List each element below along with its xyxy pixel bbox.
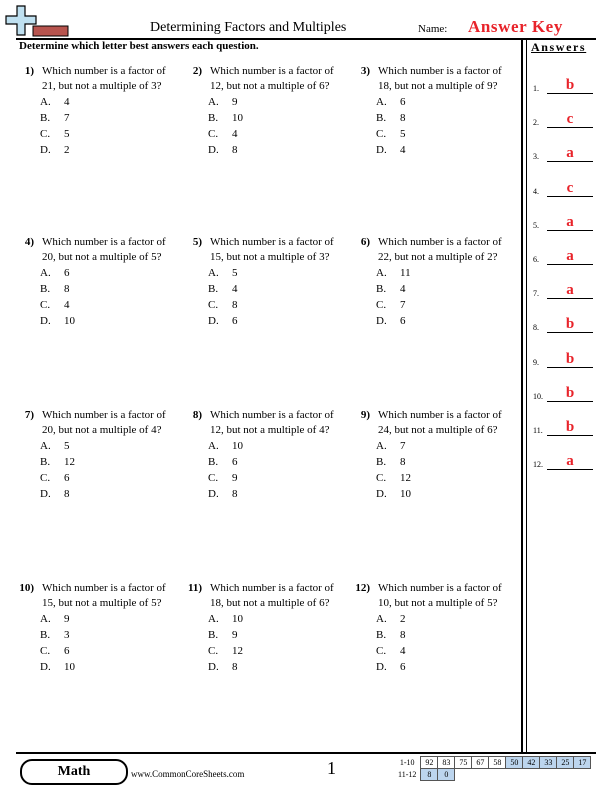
option-letter: D. xyxy=(376,144,387,156)
score-table xyxy=(396,756,591,781)
option-letter: B. xyxy=(208,629,219,641)
score-cell: 67 xyxy=(472,757,489,769)
answer-value: a xyxy=(566,248,574,264)
question-block xyxy=(186,235,348,335)
option-value: 6 xyxy=(400,315,406,327)
option-value: 2 xyxy=(64,144,70,156)
answer-option xyxy=(208,282,238,297)
option-value: 11 xyxy=(400,267,411,279)
option-letter: A. xyxy=(376,440,387,452)
answer-value: b xyxy=(565,350,575,367)
answer-option xyxy=(376,111,406,126)
option-letter: B. xyxy=(40,283,51,295)
question-number: 9) xyxy=(360,409,370,421)
option-value: 9 xyxy=(232,472,238,484)
question-number: 6) xyxy=(360,236,370,248)
question-text: Which number is a factor of 21, but not a multiple of 3? xyxy=(42,65,166,92)
answer-column-divider-inner xyxy=(526,38,527,752)
score-cell: 92 xyxy=(421,757,438,769)
score-row-label: 11-12 xyxy=(398,770,417,779)
option-letter: B. xyxy=(40,629,51,641)
answer-option xyxy=(376,612,406,627)
answer-blank-line xyxy=(547,93,593,94)
answer-row xyxy=(531,414,595,436)
score-cell: 0 xyxy=(438,769,455,781)
answer-option xyxy=(376,455,406,470)
option-value: 5 xyxy=(64,128,70,140)
answer-option xyxy=(40,111,70,126)
score-cell: 8 xyxy=(421,769,438,781)
option-value: 7 xyxy=(400,299,406,311)
option-letter: C. xyxy=(376,472,387,484)
answer-value: c xyxy=(566,179,574,196)
question-text: Which number is a factor of 10, but not a multiple of 5? xyxy=(378,582,502,609)
answer-option xyxy=(40,612,70,627)
option-value: 5 xyxy=(64,440,70,452)
question-block xyxy=(18,581,180,681)
answer-row xyxy=(531,175,595,197)
answer-option xyxy=(208,266,238,281)
answer-option xyxy=(208,612,243,627)
answer-option xyxy=(40,471,70,486)
option-letter: D. xyxy=(40,144,51,156)
question-block xyxy=(18,408,180,508)
score-cell: 42 xyxy=(523,757,540,769)
option-letter: A. xyxy=(40,96,51,108)
answers-header: Answers xyxy=(531,40,587,54)
answer-value: a xyxy=(566,145,574,162)
option-value: 9 xyxy=(64,613,70,625)
question-block xyxy=(354,581,516,681)
answer-option xyxy=(376,660,406,675)
option-letter: C. xyxy=(40,645,51,657)
option-letter: D. xyxy=(40,488,51,500)
option-value: 8 xyxy=(232,661,238,673)
option-letter: D. xyxy=(376,488,387,500)
option-letter: B. xyxy=(376,456,387,468)
answer-option xyxy=(40,266,70,281)
answer-option xyxy=(208,628,238,643)
option-value: 6 xyxy=(64,645,70,657)
question-number: 4) xyxy=(24,236,34,248)
option-value: 4 xyxy=(400,144,406,156)
question-text: Which number is a factor of 12, but not a multiple of 4? xyxy=(210,409,334,436)
option-letter: C. xyxy=(208,299,219,311)
answer-option xyxy=(208,471,238,486)
option-letter: C. xyxy=(208,472,219,484)
question-block xyxy=(186,64,348,164)
answer-number: 3. xyxy=(533,152,539,162)
answer-row xyxy=(531,277,595,299)
answer-value: b xyxy=(565,77,575,93)
score-cell: 33 xyxy=(540,757,557,769)
option-value: 9 xyxy=(232,629,238,641)
answer-option xyxy=(40,282,70,297)
answer-option xyxy=(40,143,70,158)
question-text: Which number is a factor of 18, but not a multiple of 6? xyxy=(210,582,334,609)
answer-option xyxy=(208,111,243,126)
option-value: 12 xyxy=(400,472,411,484)
answer-option xyxy=(40,644,70,659)
answer-option xyxy=(376,628,406,643)
option-letter: B. xyxy=(376,112,387,124)
subject-badge: Math xyxy=(20,759,128,785)
option-letter: B. xyxy=(208,112,219,124)
option-value: 6 xyxy=(64,267,70,279)
score-cell: 58 xyxy=(489,757,506,769)
answer-row xyxy=(531,72,595,94)
question-block xyxy=(354,235,516,335)
instructions: Determine which letter best answers each question. xyxy=(19,40,259,52)
answer-option xyxy=(208,127,238,142)
answer-option xyxy=(376,298,406,313)
answer-number: 8. xyxy=(533,323,539,333)
answer-blank-line xyxy=(547,298,593,299)
option-letter: A. xyxy=(208,96,219,108)
question-number: 10) xyxy=(19,582,34,594)
option-letter: A. xyxy=(208,267,219,279)
option-value: 10 xyxy=(64,315,75,327)
answer-number: 2. xyxy=(533,118,539,128)
answer-option xyxy=(208,644,243,659)
answer-row xyxy=(531,106,595,128)
question-number: 2) xyxy=(192,65,202,77)
answer-option xyxy=(40,298,70,313)
answer-option xyxy=(376,471,411,486)
answer-row xyxy=(531,346,595,368)
option-letter: B. xyxy=(208,456,219,468)
option-letter: C. xyxy=(376,645,387,657)
answer-option xyxy=(208,314,238,329)
answer-blank-line xyxy=(547,332,593,333)
answer-blank-line xyxy=(547,127,593,128)
option-value: 10 xyxy=(232,112,243,124)
answer-option xyxy=(208,487,238,502)
option-value: 9 xyxy=(232,96,238,108)
question-text: Which number is a factor of 18, but not a multiple of 9? xyxy=(378,65,502,92)
website-link[interactable]: www.CommonCoreSheets.com xyxy=(131,769,245,779)
answer-number: 6. xyxy=(533,255,539,264)
plus-minus-logo-icon xyxy=(3,4,69,38)
option-value: 12 xyxy=(232,645,243,657)
question-block xyxy=(354,64,516,164)
option-letter: B. xyxy=(40,112,51,124)
answer-number: 5. xyxy=(533,220,539,230)
option-value: 6 xyxy=(400,661,406,673)
option-letter: B. xyxy=(376,629,387,641)
answer-option xyxy=(208,660,238,675)
option-value: 8 xyxy=(400,629,406,641)
option-value: 8 xyxy=(64,283,70,295)
option-letter: D. xyxy=(376,315,387,327)
answer-number: 9. xyxy=(533,357,539,367)
option-value: 4 xyxy=(400,645,406,657)
answer-value: a xyxy=(566,282,574,299)
option-letter: B. xyxy=(40,456,51,468)
question-block xyxy=(18,64,180,164)
answer-blank-line xyxy=(547,230,593,231)
answer-number: 11. xyxy=(533,426,543,435)
question-text: Which number is a factor of 24, but not a multiple of 6? xyxy=(378,409,502,436)
answer-blank-line xyxy=(547,435,593,436)
answer-blank-line xyxy=(547,401,593,402)
option-value: 4 xyxy=(232,283,238,295)
option-letter: D. xyxy=(208,144,219,156)
answer-key-label: Answer Key xyxy=(468,17,563,36)
answer-value: b xyxy=(565,384,575,401)
answer-option xyxy=(40,95,70,110)
option-value: 10 xyxy=(64,661,75,673)
option-value: 4 xyxy=(232,128,238,140)
answer-number: 10. xyxy=(533,391,543,401)
option-value: 5 xyxy=(232,267,238,279)
option-value: 10 xyxy=(400,488,411,500)
question-text: Which number is a factor of 22, but not a multiple of 2? xyxy=(378,236,502,263)
question-block xyxy=(18,235,180,335)
answer-row xyxy=(531,140,595,162)
answer-row xyxy=(531,209,595,231)
answer-option xyxy=(376,314,406,329)
option-value: 3 xyxy=(64,629,70,641)
answer-option xyxy=(208,439,243,454)
answer-value: b xyxy=(565,316,575,333)
answer-number: 1. xyxy=(533,84,539,93)
option-value: 6 xyxy=(400,96,406,108)
option-letter: A. xyxy=(376,267,387,279)
score-cell: 75 xyxy=(455,757,472,769)
answer-blank-line xyxy=(547,469,593,470)
answer-option xyxy=(40,660,75,675)
answer-option xyxy=(40,628,70,643)
answer-row xyxy=(531,311,595,333)
option-letter: D. xyxy=(376,661,387,673)
answer-option xyxy=(40,455,75,470)
option-value: 10 xyxy=(232,440,243,452)
option-letter: C. xyxy=(208,645,219,657)
question-block xyxy=(186,408,348,508)
answer-number: 7. xyxy=(533,289,539,299)
option-letter: C. xyxy=(40,128,51,140)
answer-option xyxy=(40,439,70,454)
answer-option xyxy=(40,127,70,142)
option-letter: C. xyxy=(40,472,51,484)
option-value: 12 xyxy=(64,456,75,468)
option-value: 10 xyxy=(232,613,243,625)
option-letter: B. xyxy=(208,283,219,295)
question-number: 12) xyxy=(355,582,370,594)
option-letter: D. xyxy=(40,315,51,327)
question-text: Which number is a factor of 12, but not a multiple of 6? xyxy=(210,65,334,92)
answer-blank-line xyxy=(547,196,593,197)
answer-value: b xyxy=(565,419,575,435)
question-number: 3) xyxy=(360,65,370,77)
option-letter: C. xyxy=(208,128,219,140)
option-value: 2 xyxy=(400,613,406,625)
answer-option xyxy=(376,127,406,142)
bottom-divider xyxy=(16,752,596,754)
score-row xyxy=(396,757,591,769)
option-value: 4 xyxy=(400,283,406,295)
question-number: 7) xyxy=(24,409,34,421)
answer-option xyxy=(376,487,411,502)
answer-option xyxy=(208,95,238,110)
score-row xyxy=(396,769,591,781)
answer-row xyxy=(531,243,595,265)
answer-option xyxy=(376,282,406,297)
answer-option xyxy=(40,487,70,502)
answer-value: a xyxy=(566,213,574,230)
score-cell: 25 xyxy=(557,757,574,769)
question-number: 8) xyxy=(192,409,202,421)
question-number: 5) xyxy=(192,236,202,248)
answer-blank-line xyxy=(547,367,593,368)
option-letter: D. xyxy=(208,488,219,500)
answer-number: 12. xyxy=(533,460,543,470)
answer-option xyxy=(376,644,406,659)
page-title: Determining Factors and Multiples xyxy=(150,20,347,35)
option-letter: D. xyxy=(208,315,219,327)
option-letter: C. xyxy=(376,299,387,311)
answer-value: c xyxy=(566,111,574,128)
option-letter: C. xyxy=(40,299,51,311)
option-letter: C. xyxy=(376,128,387,140)
option-letter: A. xyxy=(208,613,219,625)
question-number: 11) xyxy=(187,582,202,594)
option-value: 5 xyxy=(400,128,406,140)
score-cell: 83 xyxy=(438,757,455,769)
score-cell: 50 xyxy=(506,757,523,769)
question-text: Which number is a factor of 20, but not a multiple of 5? xyxy=(42,236,166,263)
answer-number: 4. xyxy=(533,186,539,196)
name-label: Name: xyxy=(418,23,448,35)
option-value: 8 xyxy=(400,112,406,124)
option-value: 4 xyxy=(64,96,70,108)
answer-option xyxy=(376,439,406,454)
option-value: 8 xyxy=(232,299,238,311)
answer-option xyxy=(208,143,238,158)
option-letter: A. xyxy=(40,267,51,279)
option-letter: A. xyxy=(376,613,387,625)
answer-option xyxy=(376,95,406,110)
question-block xyxy=(354,408,516,508)
answer-option xyxy=(208,298,238,313)
option-letter: B. xyxy=(376,283,387,295)
option-letter: A. xyxy=(376,96,387,108)
option-letter: A. xyxy=(208,440,219,452)
option-value: 8 xyxy=(400,456,406,468)
question-number: 1) xyxy=(24,65,34,77)
option-value: 6 xyxy=(64,472,70,484)
option-value: 8 xyxy=(64,488,70,500)
question-text: Which number is a factor of 20, but not a multiple of 4? xyxy=(42,409,166,436)
answer-option xyxy=(376,143,406,158)
option-letter: A. xyxy=(40,613,51,625)
answer-blank-line xyxy=(547,161,593,162)
option-letter: A. xyxy=(40,440,51,452)
question-text: Which number is a factor of 15, but not a multiple of 3? xyxy=(210,236,334,263)
answer-value: a xyxy=(566,453,574,470)
question-block xyxy=(186,581,348,681)
answer-option xyxy=(208,455,238,470)
answer-row xyxy=(531,448,595,470)
option-value: 7 xyxy=(64,112,70,124)
answer-blank-line xyxy=(547,264,593,265)
score-row-label: 1-10 xyxy=(399,758,415,767)
answer-row xyxy=(531,380,595,402)
score-cell: 17 xyxy=(574,757,591,769)
option-value: 8 xyxy=(232,488,238,500)
answer-option xyxy=(40,314,75,329)
option-letter: D. xyxy=(40,661,51,673)
option-value: 6 xyxy=(232,315,238,327)
option-value: 6 xyxy=(232,456,238,468)
question-text: Which number is a factor of 15, but not a multiple of 5? xyxy=(42,582,166,609)
answer-column-divider xyxy=(521,38,523,752)
page-number: 1 xyxy=(327,758,336,778)
option-value: 7 xyxy=(400,440,406,452)
option-value: 8 xyxy=(232,144,238,156)
option-letter: D. xyxy=(208,661,219,673)
option-value: 4 xyxy=(64,299,70,311)
answer-option xyxy=(376,266,411,281)
